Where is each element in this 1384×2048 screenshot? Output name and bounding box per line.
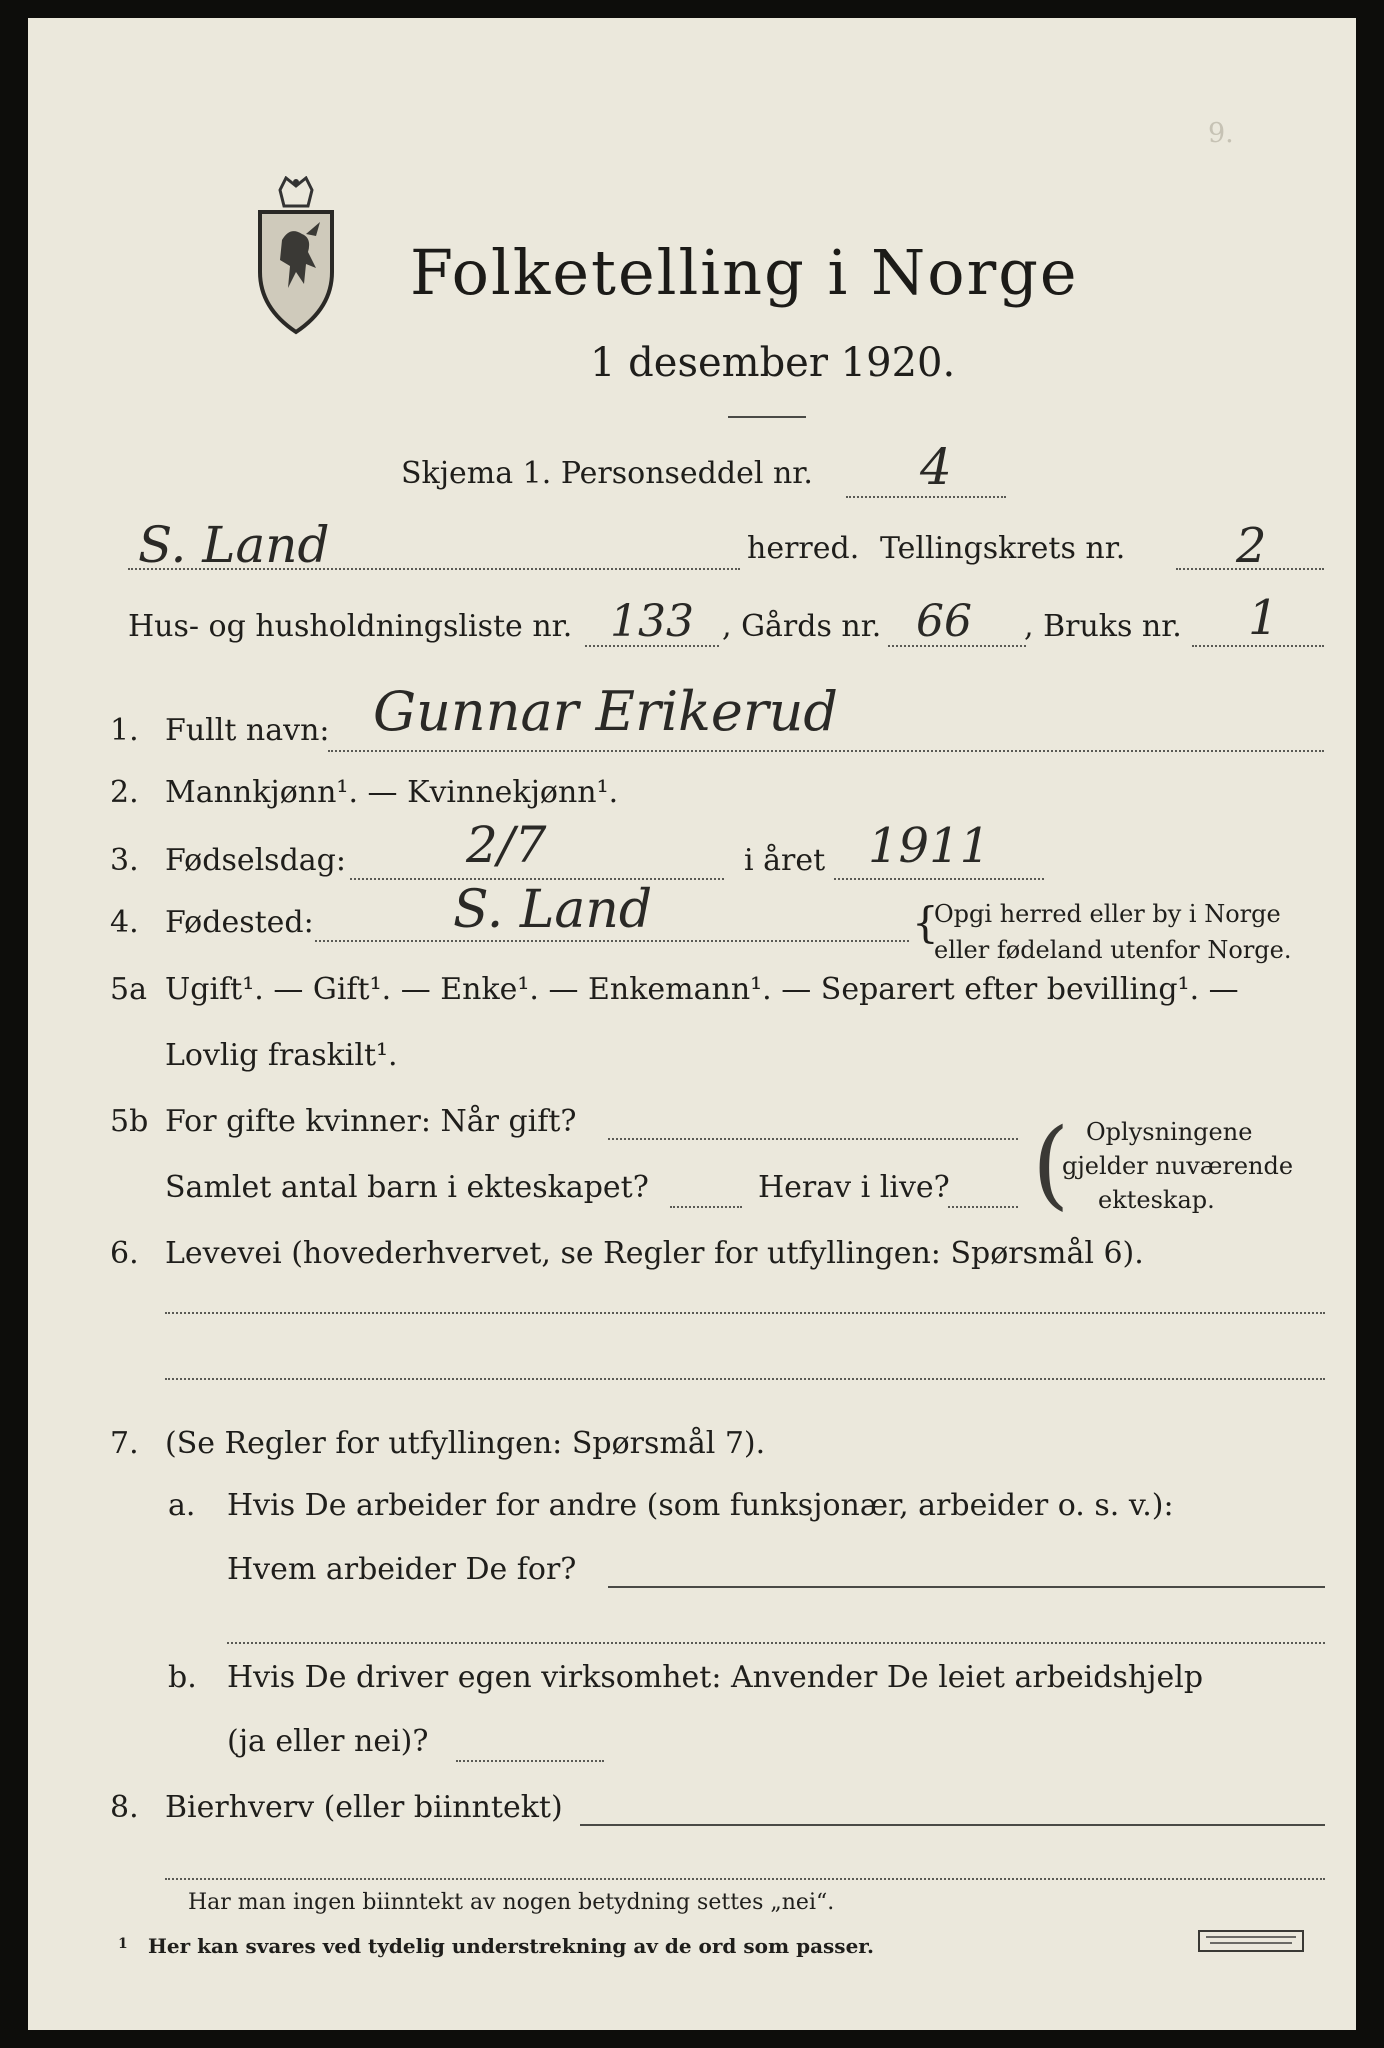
q5b-children-field-line [670,1206,742,1208]
bleed-through-text: 9. [1208,118,1234,149]
q4-field-line [315,940,909,942]
schema-label: Skjema 1. Personseddel nr. [401,456,813,491]
gards-label: , Gårds nr. [722,609,882,644]
q4-note-line2: eller fødeland utenfor Norge. [934,936,1292,964]
footnote-text: Her kan svares ved tydelig understrekning av de ord som passer. [148,1934,874,1958]
q5b-note-line2: gjelder nuværende [1062,1152,1294,1180]
q5a-number: 5a [110,972,147,1007]
herred-label: herred. [747,531,860,566]
q3-label: Fødselsdag: [165,843,346,878]
q5b-married-field-line [608,1138,1018,1140]
q3-year-label: i året [744,843,826,878]
bruks-value: 1 [1248,590,1279,646]
form-title: Folketelling i Norge [410,236,1079,309]
q1-label: Fullt navn: [165,713,330,748]
title-divider [728,416,806,418]
q7b-line2: (ja eller nei)? [227,1724,429,1759]
q7a-letter: a. [168,1488,196,1523]
q6-field-line-2 [165,1378,1325,1380]
footnote-mark: 1 [118,1936,128,1952]
q7a-line1: Hvis De arbeider for andre (som funksjonær, arbeider o. s. v.): [227,1488,1174,1523]
q8-label: Bierhverv (eller biinntekt) [165,1790,563,1825]
q2-label: Mannkjønn¹. — Kvinnekjønn¹. [165,775,619,810]
tellingskrets-value: 2 [1236,518,1267,574]
personseddel-field-line [846,496,1006,498]
q6-label: Levevei (hovederhvervet, se Regler for utfyllingen: Spørsmål 6). [165,1236,1144,1271]
q3-year-value: 1911 [868,818,991,874]
q1-number: 1. [110,713,139,748]
q8-number: 8. [110,1790,139,1825]
q7a-line2: Hvem arbeider De for? [227,1552,577,1587]
hus-value: 133 [610,596,694,647]
census-form-page [28,18,1356,2030]
q7a-field-line-2 [227,1642,1325,1644]
norway-coat-of-arms-icon [246,176,346,336]
biinntekt-note: Har man ingen biinntekt av nogen betydning settes „nei“. [188,1890,835,1915]
q8-field-line-2 [165,1878,1325,1880]
herred-value: S. Land [138,516,330,574]
q5b-number: 5b [110,1104,149,1139]
q8-field-line-1 [580,1824,1325,1826]
q7b-line1: Hvis De driver egen virksomhet: Anvender De leiet arbeidshjelp [227,1660,1204,1695]
q5b-line1: For gifte kvinner: Når gift? [165,1104,577,1139]
q3-year-field-line [834,878,1044,880]
census-date: 1 desember 1920. [590,340,956,386]
q4-value: S. Land [453,880,653,940]
q1-value: Gunnar Erikerud [373,680,838,743]
gards-value: 66 [916,596,972,647]
q5a-line1: Ugift¹. — Gift¹. — Enke¹. — Enkemann¹. — Separert efter bevilling¹. — [165,972,1239,1007]
q3-number: 3. [110,843,139,878]
q5b-note-line1: Oplysningene [1086,1118,1253,1146]
hus-label: Hus- og husholdningsliste nr. [128,609,573,644]
q6-number: 6. [110,1236,139,1271]
q7a-field-line-1 [608,1586,1325,1588]
q2-number: 2. [110,775,139,810]
q4-note-line1: Opgi herred eller by i Norge [934,900,1281,928]
personseddel-value: 4 [920,438,952,496]
q3-day-value: 2/7 [466,816,547,874]
q7b-field-line [456,1760,604,1762]
q7-number: 7. [110,1426,139,1461]
q5a-line2: Lovlig fraskilt¹. [165,1038,398,1073]
q4-number: 4. [110,905,139,940]
q5b-note-line3: ekteskap. [1098,1186,1215,1214]
printer-stamp [1198,1930,1304,1952]
q5b-alive-label: Herav i live? [758,1170,950,1205]
q1-field-line [328,750,1324,752]
q6-field-line-1 [165,1312,1325,1314]
q5b-alive-field-line [948,1206,1018,1208]
q4-brace: { [912,898,939,947]
q7b-letter: b. [168,1660,197,1695]
q7-label: (Se Regler for utfyllingen: Spørsmål 7). [165,1426,766,1461]
q5b-children-label: Samlet antal barn i ekteskapet? [165,1170,649,1205]
bruks-label: , Bruks nr. [1024,609,1182,644]
q4-label: Fødested: [165,905,314,940]
tellingskrets-label: Tellingskrets nr. [880,531,1126,566]
q5b-bracket: ( [1032,1108,1070,1220]
